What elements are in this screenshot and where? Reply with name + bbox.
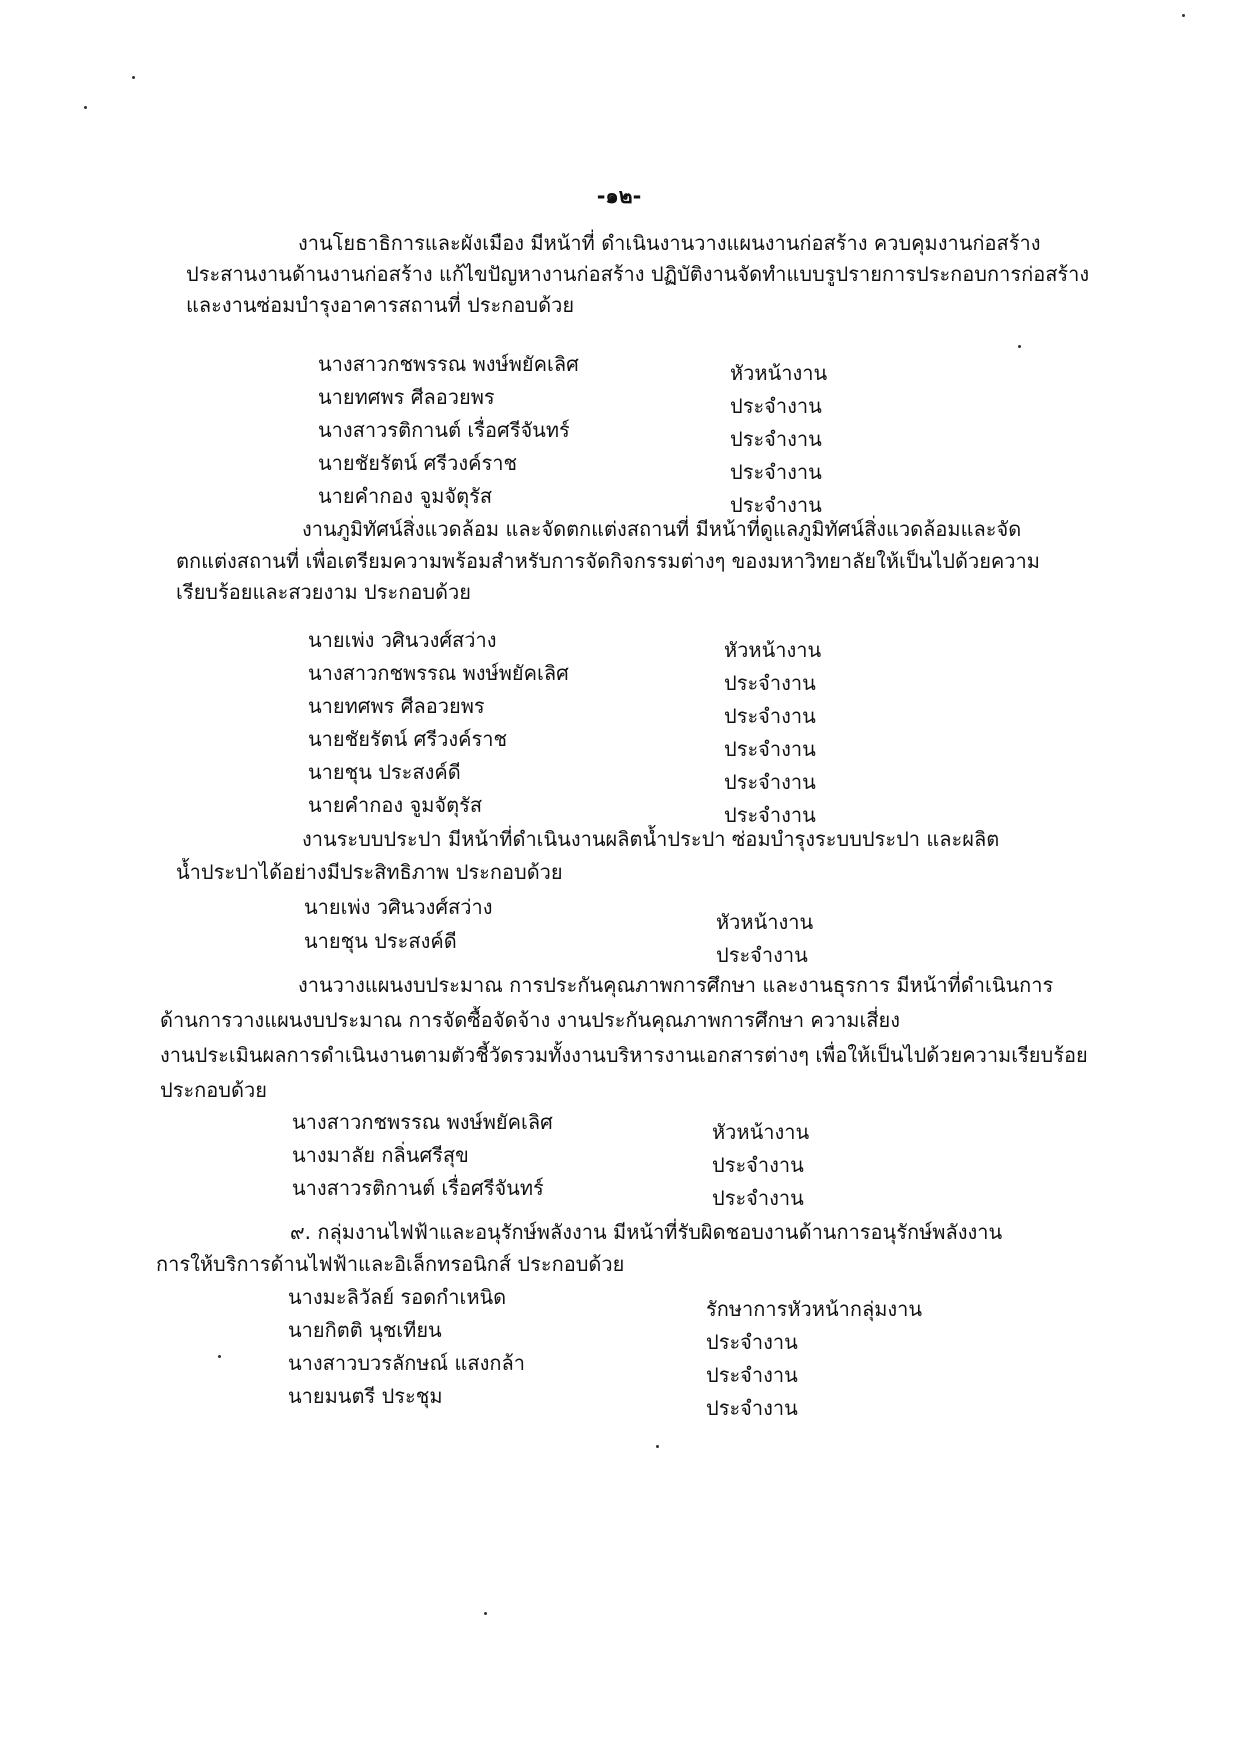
- member-role: หัวหน้างาน: [716, 910, 814, 934]
- member-name: นายชัยรัตน์ ศรีวงค์ราช: [308, 727, 508, 751]
- member-name: นางสาวกชพรรณ พงษ์พยัคเลิศ: [308, 661, 569, 685]
- member-role: หัวหน้างาน: [730, 361, 828, 385]
- paragraph-line: ตกแต่งสถานที่ เพื่อเตรียมความพร้อมสำหรับการจัดกิจกรรมต่างๆ ของมหาวิทยาลัยให้เป็นไปด้วยความ: [176, 549, 1040, 573]
- member-role: หัวหน้างาน: [712, 1120, 810, 1144]
- member-name: นายชุน ประสงค์ดี: [304, 929, 457, 953]
- member-role: ประจำงาน: [724, 803, 816, 827]
- scan-speck: [484, 1612, 487, 1615]
- member-role: ประจำงาน: [706, 1330, 798, 1354]
- paragraph-line: งานวางแผนงบประมาณ การประกันคุณภาพการศึกษา และงานธุรการ มีหน้าที่ดำเนินการ: [298, 973, 1054, 997]
- member-name: นางมะลิวัลย์ รอดกำเหนิด: [288, 1285, 507, 1309]
- member-name: นายคำกอง จูมจัตุรัส: [318, 484, 493, 508]
- member-role: ประจำงาน: [706, 1363, 798, 1387]
- member-role: ประจำงาน: [730, 427, 822, 451]
- member-role: หัวหน้างาน: [724, 638, 822, 662]
- page-number: -๑๒-: [596, 184, 642, 208]
- member-role: ประจำงาน: [724, 737, 816, 761]
- paragraph-line: เรียบร้อยและสวยงาม ประกอบด้วย: [176, 580, 471, 604]
- member-name: นางสาวรติกานต์ เรื่อศรีจันทร์: [318, 418, 570, 442]
- member-role: ประจำงาน: [712, 1186, 804, 1210]
- scan-speck: [218, 1355, 221, 1358]
- member-name: นางสาวกชพรรณ พงษ์พยัคเลิศ: [292, 1110, 553, 1134]
- member-role: รักษาการหัวหน้ากลุ่มงาน: [706, 1297, 923, 1321]
- member-name: นายมนตรี ประชุม: [288, 1384, 443, 1408]
- paragraph-line: งานโยธาธิการและผังเมือง มีหน้าที่ ดำเนินงานวางแผนงานก่อสร้าง ควบคุมงานก่อสร้าง: [298, 231, 1041, 255]
- member-name: นางมาลัย กลิ่นศรีสุข: [292, 1143, 469, 1167]
- member-role: ประจำงาน: [730, 394, 822, 418]
- scan-speck: [656, 1445, 659, 1448]
- scan-speck: [1018, 345, 1021, 348]
- scan-speck: [84, 106, 87, 109]
- paragraph-line: งานภูมิทัศน์สิ่งแวดล้อม และจัดตกแต่งสถานที่ มีหน้าที่ดูแลภูมิทัศน์สิ่งแวดล้อมและจัด: [302, 517, 1022, 541]
- paragraph-line: การให้บริการด้านไฟฟ้าและอิเล็กทรอนิกส์ ประกอบด้วย: [156, 1252, 625, 1276]
- paragraph-line: งานประเมินผลการดำเนินงานตามตัวชี้วัดรวมทั้งงานบริหารงานเอกสารต่างๆ เพื่อให้เป็นไปด้วยความเรียบร้อย: [160, 1043, 1088, 1067]
- scan-speck: [1182, 14, 1185, 17]
- scan-speck: [132, 76, 135, 79]
- member-role: ประจำงาน: [724, 704, 816, 728]
- member-name: นายเพ่ง วศินวงศ์สว่าง: [308, 628, 497, 652]
- member-role: ประจำงาน: [712, 1153, 804, 1177]
- paragraph-line: งานระบบประปา มีหน้าที่ดำเนินงานผลิตน้ำประปา ซ่อมบำรุงระบบประปา และผลิต: [302, 827, 1000, 851]
- paragraph-line: ๙. กลุ่มงานไฟฟ้าและอนุรักษ์พลังงาน มีหน้าที่รับผิดชอบงานด้านการอนุรักษ์พลังงาน: [290, 1220, 1003, 1244]
- member-role: ประจำงาน: [706, 1396, 798, 1420]
- member-role: ประจำงาน: [716, 943, 808, 967]
- member-name: นายทศพร ศีลอวยพร: [318, 385, 495, 409]
- member-name: นายชุน ประสงค์ดี: [308, 760, 461, 784]
- member-role: ประจำงาน: [730, 493, 822, 517]
- paragraph-line: ด้านการวางแผนงบประมาณ การจัดซื้อจัดจ้าง งานประกันคุณภาพการศึกษา ความเสี่ยง: [160, 1008, 900, 1032]
- member-name: นางสาวกชพรรณ พงษ์พยัคเลิศ: [318, 352, 579, 376]
- paragraph-line: น้ำประปาได้อย่างมีประสิทธิภาพ ประกอบด้วย: [176, 860, 563, 884]
- paragraph-line: ประกอบด้วย: [160, 1078, 267, 1102]
- member-role: ประจำงาน: [724, 671, 816, 695]
- member-role: ประจำงาน: [730, 460, 822, 484]
- member-role: ประจำงาน: [724, 770, 816, 794]
- member-name: นายชัยรัตน์ ศรีวงค์ราช: [318, 451, 518, 475]
- member-name: นางสาวบวรลักษณ์ แสงกล้า: [288, 1351, 525, 1375]
- member-name: นายเพ่ง วศินวงศ์สว่าง: [304, 895, 493, 919]
- member-name: นายกิตติ นุชเทียน: [288, 1318, 442, 1342]
- member-name: นางสาวรติกานต์ เรื่อศรีจันทร์: [292, 1176, 544, 1200]
- member-name: นายทศพร ศีลอวยพร: [308, 694, 485, 718]
- member-name: นายคำกอง จูมจัตุรัส: [308, 793, 483, 817]
- paragraph-line: ประสานงานด้านงานก่อสร้าง แก้ไขปัญหางานก่อสร้าง ปฏิบัติงานจัดทำแบบรูปรายการประกอบการก่อสร้าง: [186, 262, 1090, 286]
- paragraph-line: และงานซ่อมบำรุงอาคารสถานที่ ประกอบด้วย: [186, 293, 575, 317]
